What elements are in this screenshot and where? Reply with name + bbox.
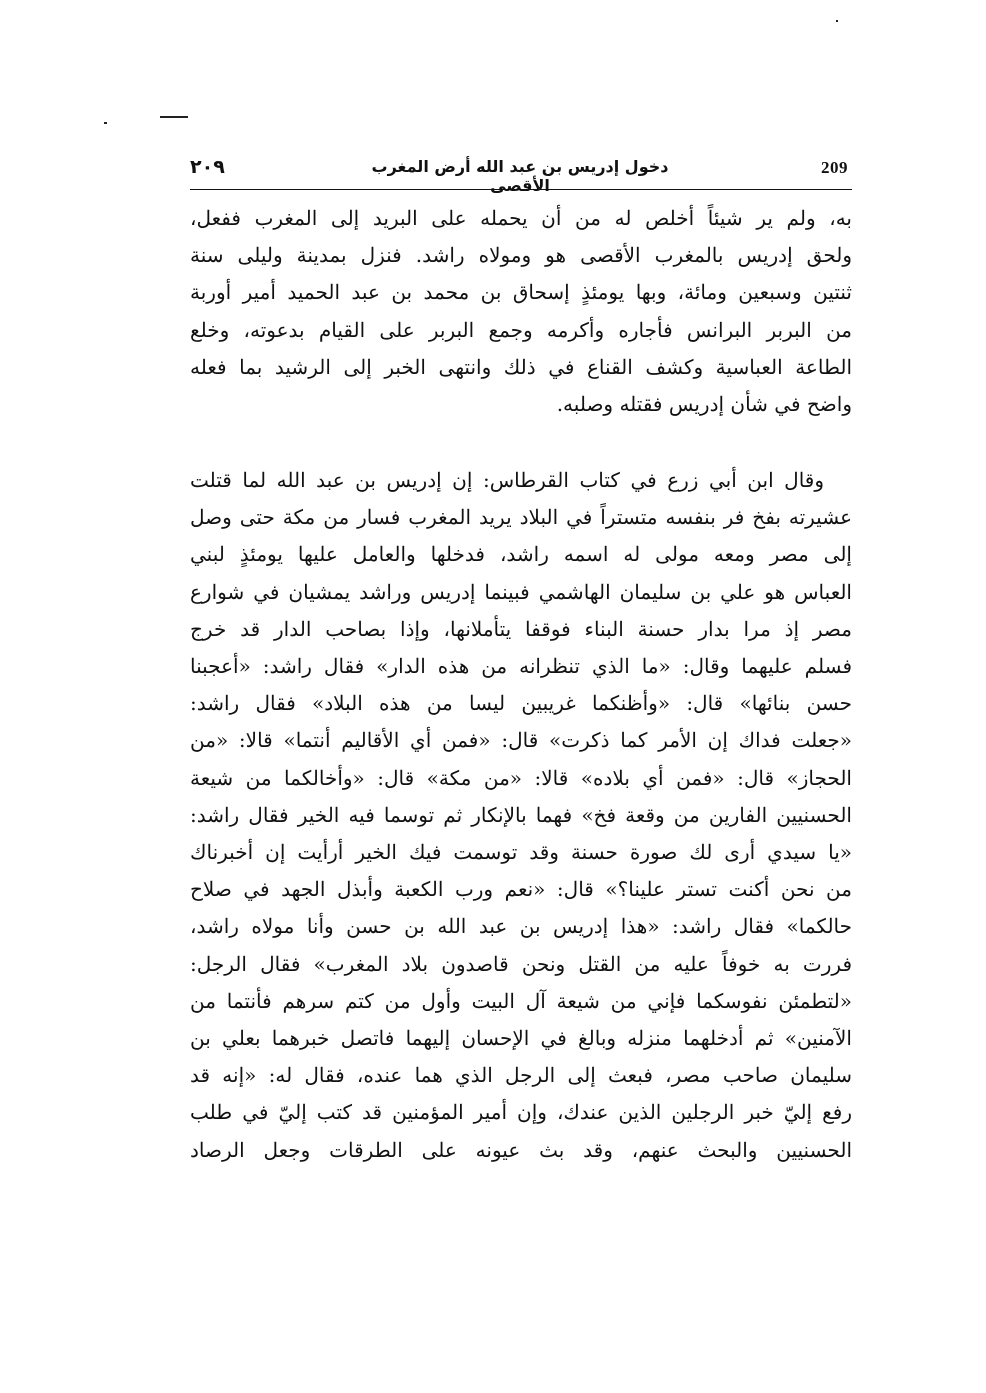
text-line: العباس هو علي بن سليمان الهاشمي فبينما إدريس وراشد يمشيان في شوارع	[190, 579, 852, 604]
text-line: حسن بنائها» قال: «وأظنكما غريبين ليسا من هذه البلاد» فقال راشد:	[190, 691, 852, 716]
text-line: ولحق إدريس بالمغرب الأقصى هو ومولاه راشد. فنزل بمدينة وليلى سنة	[190, 243, 852, 268]
text-line: مصر إذ مرا بدار حسنة البناء فوقفا يتأملانها، وإذا بصاحب الدار قد خرج	[190, 616, 852, 641]
text-line: الحجاز» قال: «فمن أي بلاده» قالا: «من مكة» قال: «وأخالكما من شيعة	[190, 765, 852, 790]
text-line: الآمنين» ثم أدخلهما منزله وبالغ في الإحسان إليهما فاتصل خبرهما بعلي بن	[190, 1026, 852, 1051]
page-number-arabic: ٢٠٩	[190, 156, 225, 178]
text-line: «جعلت فداك إن الأمر كما ذكرت» قال: «فمن أي الأقاليم أنتما» قالا: «من	[190, 728, 852, 753]
running-header	[190, 156, 852, 195]
page-number-latin: 209	[821, 158, 848, 177]
text-line: فسلم عليهما وقال: «ما الذي تنظرانه من هذه الدار» فقال راشد: «أعجبنا	[190, 654, 852, 679]
text-line: حالكما» فقال راشد: «هذا إدريس بن عبد الله بن حسن وأنا مولاه راشد،	[190, 914, 852, 939]
text-line: الطاعة العباسية وكشف القناع في ذلك وانتهى الخبر إلى الرشيد بما فعله	[190, 354, 852, 379]
text-line: من نحن أكنت تستر علينا؟» قال: «نعم ورب الكعبة وأبذل الجهد في صلاح	[190, 877, 852, 902]
text-line: رفع إليّ خبر الرجلين الذين عندك، وإن أمير المؤمنين قد كتب إليّ في طلب	[190, 1100, 852, 1125]
paragraph-1	[190, 200, 852, 423]
scan-speck	[836, 20, 838, 22]
scan-speck	[160, 116, 188, 118]
text-line: فررت به خوفاً عليه من القتل ونحن قاصدون بلاد المغرب» فقال الرجل:	[190, 951, 852, 976]
running-title: دخول إدريس بن عبد الله أرض المغرب الأقصى	[371, 157, 669, 195]
text-line: سليمان صاحب مصر، فبعث إلى الرجل الذي هما عنده، فقال له: «إنه قد	[190, 1063, 852, 1088]
text-line: إلى مصر ومعه مولى له اسمه راشد، فدخلها والعامل عليها يومئذٍ لبني	[190, 542, 852, 567]
text-line: الحسنيين والبحث عنهم، وقد بث عيونه على الطرقات وجعل الرصاد	[190, 1137, 852, 1162]
scan-speck	[104, 122, 107, 124]
text-line: ثنتين وسبعين ومائة، وبها يومئذٍ إسحاق بن محمد بن عبد الحميد أمير أوربة	[190, 280, 852, 305]
text-line: «لتطمئن نفوسكما فإني من شيعة آل البيت وأول من كتم سرهم فأنتما من	[190, 988, 852, 1013]
text-line: من البربر البرانس فأجاره وأكرمه وجمع البربر على القيام بدعوته، وخلع	[190, 317, 852, 342]
text-line: به، ولم ير شيئاً أخلص له من أن يحمله على البريد إلى المغرب ففعل،	[190, 206, 852, 230]
header-rule	[190, 189, 852, 190]
text-line: عشيرته بفخ فر بنفسه متستراً في البلاد يريد المغرب فسار من مكة حتى وصل	[190, 505, 852, 530]
text-line: «يا سيدي أرى لك صورة حسنة وقد توسمت فيك الخير أرأيت إن أخبرناك	[190, 840, 852, 865]
paragraph-2	[190, 462, 852, 1169]
text-line: واضح في شأن إدريس فقتله وصلبه.	[556, 392, 852, 417]
text-line: وقال ابن أبي زرع في كتاب القرطاس: إن إدريس بن عبد الله لما قتلت	[190, 468, 824, 492]
text-line: الحسنيين الفارين من وقعة فخ» فهما بالإنكار ثم توسما فيه الخير فقال راشد:	[190, 802, 852, 827]
